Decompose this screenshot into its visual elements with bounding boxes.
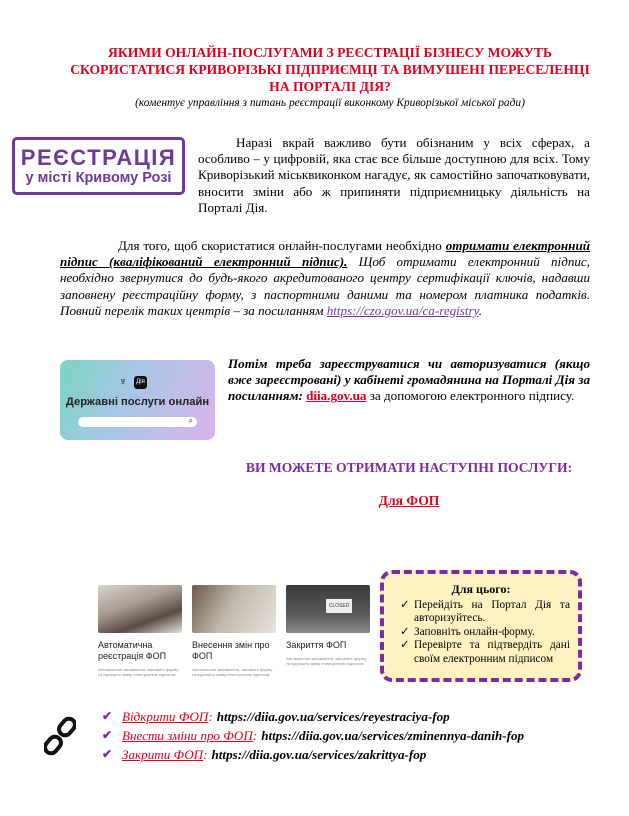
note-item-text: Перевірте та підтвердіть дані своїм електронним підписом	[414, 639, 570, 665]
note-item-text: Перейдіть на Портал Дія та авторизуйтесь.	[414, 599, 570, 625]
authorization-rest: за допомогою електронного підпису.	[366, 388, 575, 404]
service-link-label[interactable]: Внести зміни про ФОП	[122, 728, 253, 743]
logo-line-2: у місті Кривому Розі	[25, 169, 172, 186]
card-label: Закриття ФОП	[286, 640, 347, 650]
card-label: Автоматична реєстрація ФОП	[98, 640, 167, 661]
authorization-bold: Потім треба зареєструватися чи авторизуватися (якщо вже зареєстровані) у кабінеті громадянина на Порталі Дія за посиланням:	[228, 356, 590, 404]
colon: :	[252, 728, 258, 743]
page-title: ЯКИМИ ОНЛАЙН-ПОСЛУГАМИ З РЕЄСТРАЦІЇ БІЗНЕСУ МОЖУТЬ СКОРИСТАТИСЯ КРИВОРІЗЬКІ ПІДПРИЄМЦІ ТА ВИМУШЕНІ ПЕРЕСЕЛЕНЦІ НА ПОРТАЛІ ДІЯ?	[70, 45, 590, 94]
card-photo-woman-laptop	[98, 585, 182, 633]
registration-logo	[12, 137, 185, 195]
checkmark-icon: ✓	[400, 599, 410, 611]
instructions-note	[380, 570, 582, 682]
service-link-url[interactable]: https://diia.gov.ua/services/zminennya-danih-fop	[261, 728, 525, 743]
fop-service-cards	[98, 585, 370, 685]
diia-badge-icon: Дія	[134, 376, 147, 389]
checkmark-icon: ✔	[102, 747, 113, 761]
signature-paragraph	[60, 238, 590, 319]
note-item-text: Заповніть онлайн-форму.	[414, 625, 535, 638]
note-list	[384, 599, 578, 666]
signature-emphasis: отримати електронний підпис (кваліфікований електронний підпис).	[60, 238, 591, 270]
service-link-label[interactable]: Відкрити ФОП	[122, 709, 209, 724]
closed-sign: CLOSED	[326, 599, 352, 613]
signature-intro: Для того, щоб скористатися онлайн-послугами необхідно	[118, 238, 446, 253]
fop-heading: Для ФОП	[378, 493, 440, 508]
service-link-url[interactable]: https://diia.gov.ua/services/zakrittya-fop	[211, 747, 427, 762]
checkmark-icon: ✓	[400, 639, 410, 652]
card-photo-closed-sign	[286, 585, 370, 633]
authorization-paragraph	[228, 356, 590, 405]
note-item	[400, 625, 570, 639]
logo-line-1: РЕЄСТРАЦІЯ	[20, 144, 177, 170]
colon: :	[208, 709, 213, 724]
service-card-changes	[192, 585, 276, 685]
diia-card-title: Державні послуги онлайн	[65, 396, 210, 408]
service-link-row-change[interactable]	[102, 726, 602, 745]
intro-paragraph: Наразі вкрай важливо бути обізнаним у всіх сферах, а особливо – у цифровій, яка стає все більше доступною для всіх. Тому Криворізький міськвиконком нагадує, як самостійно започатковувати, вносити зміни або ж припиняти підприємницьку діяльність на Порталі Дія.	[198, 135, 590, 215]
service-links-list	[102, 707, 602, 764]
service-link-label[interactable]: Закрити ФОП	[122, 747, 204, 762]
checkmark-icon: ✔	[102, 709, 113, 723]
diia-card-icons	[117, 376, 147, 389]
card-description: Автоматичне заповнення, заповніть форму та підпишіть заяву електронним підписом	[192, 667, 273, 677]
card-photo-hands-laptop	[192, 585, 276, 633]
card-label: Внесення змін про ФОП	[192, 640, 270, 661]
checkmark-icon: ✓	[400, 625, 410, 638]
diia-portal-image	[60, 360, 215, 440]
note-item	[400, 599, 570, 626]
trident-icon: ♆	[118, 376, 128, 388]
diia-card-search-bar	[78, 417, 197, 427]
service-card-closing	[286, 585, 370, 685]
diia-link[interactable]: diia.gov.ua	[306, 388, 367, 404]
service-card-registration	[98, 585, 182, 685]
signature-end: .	[478, 302, 483, 318]
search-icon: ⌕	[188, 416, 193, 425]
chain-link-icon	[44, 716, 76, 756]
service-link-row-close[interactable]	[102, 745, 602, 764]
note-item	[400, 639, 570, 666]
card-description: Автоматичне заповнення, заповніть форму та підпишіть заяву електронним підписом	[286, 656, 367, 666]
card-description: Автоматичне заповнення, заповніть форму та підпишіть заяву електронним підписом	[98, 667, 179, 677]
note-title: Для цього:	[451, 582, 511, 596]
signature-rest: Щоб отримати електронний підпис, необхідно звернутися до будь-якого акредитованого центру сертифікації ключів, надавши заповнену реєстраційну форму, з паспортними даними та номером платника податків. Повний перелік таких центрів – за посиланням	[60, 254, 590, 318]
ca-registry-link[interactable]: https://czo.gov.ua/ca-registry	[326, 302, 479, 318]
colon: :	[203, 747, 208, 762]
services-heading: ВИ МОЖЕТЕ ОТРИМАТИ НАСТУПНІ ПОСЛУГИ:	[245, 460, 573, 475]
checkmark-icon: ✔	[102, 728, 113, 742]
service-link-row-open[interactable]	[102, 707, 602, 726]
page-subtitle: (коментує управління з питань реєстрації виконкому Криворізької міської ради)	[135, 97, 525, 109]
service-link-url[interactable]: https://diia.gov.ua/services/reyestraciya-fop	[216, 709, 450, 724]
